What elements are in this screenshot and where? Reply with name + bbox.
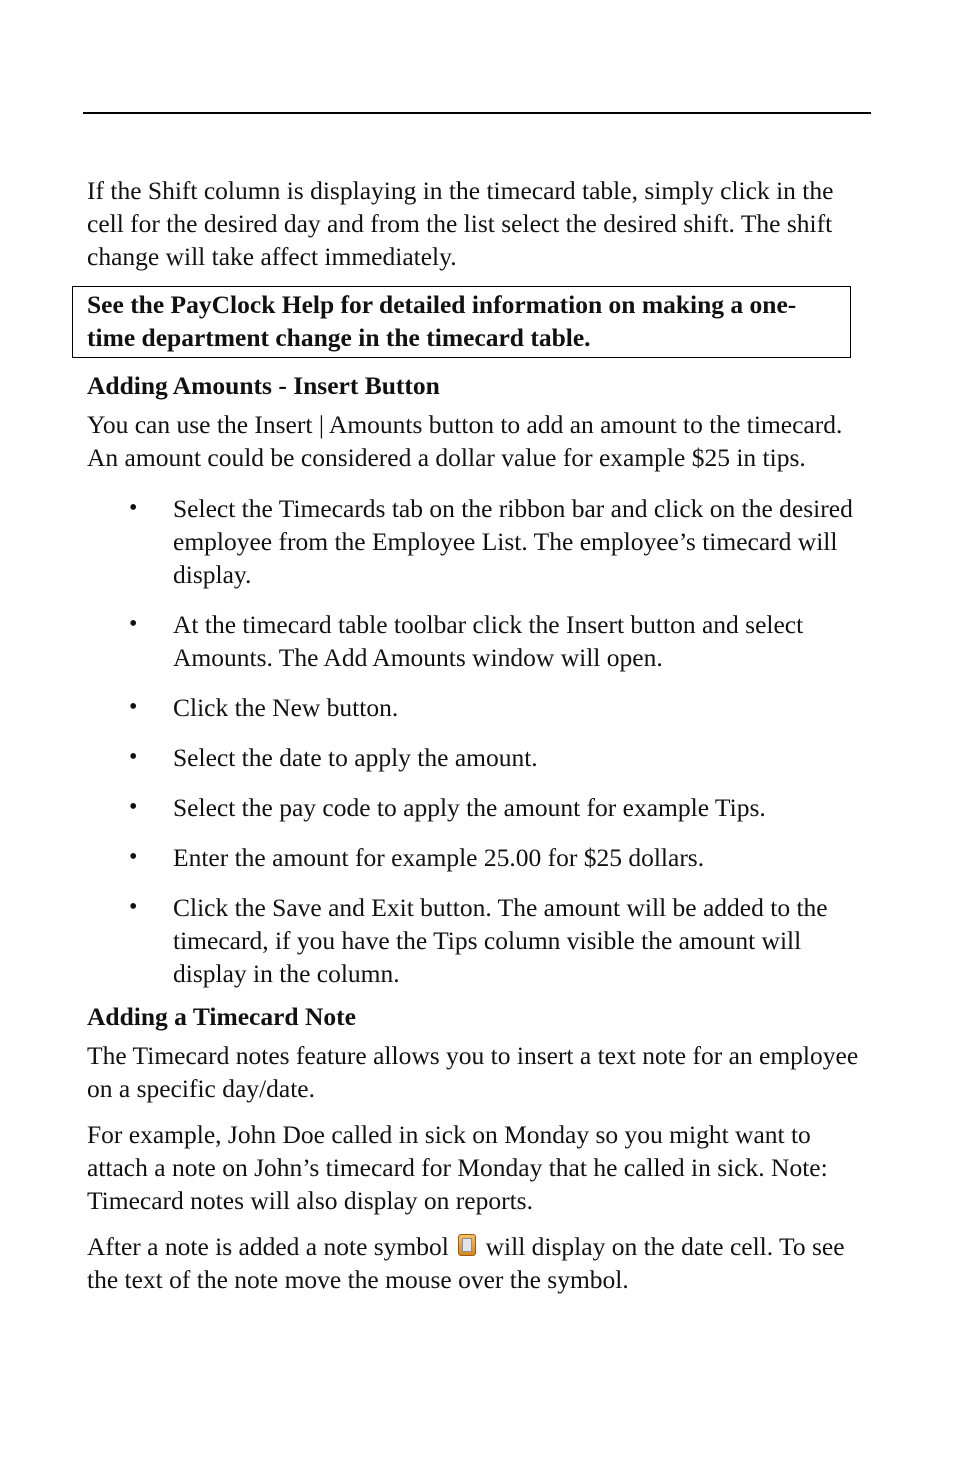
note-icon <box>458 1234 476 1256</box>
list-item: • Click the Save and Exit button. The amount will be added to the timecard, if you have the Tips column visible the amount will display in the column. <box>87 891 867 990</box>
note-paragraph-1: The Timecard notes feature allows you to insert a text note for an employee on a specific day/date. <box>87 1041 859 1103</box>
list-item: • Select the pay code to apply the amount for example Tips. <box>87 791 867 824</box>
note-paragraph-2: For example, John Doe called in sick on Monday so you might want to attach a note on John’s timecard for Monday that he called in sick. Note: Timecard notes will also display on reports. <box>87 1120 828 1215</box>
heading-adding-amounts: Adding Amounts - Insert Button <box>87 371 440 400</box>
list-item: • Click the New button. <box>87 691 867 724</box>
amounts-steps-list <box>87 492 867 990</box>
note-text-after-icon: will display on the date cell. To see the text of the note move the mouse over the symbol. <box>87 1232 845 1294</box>
note-paragraph-3 <box>87 1230 867 1296</box>
intro-paragraph: If the Shift column is displaying in the timecard table, simply click in the cell for the desired day and from the list select the desired shift. The shift change will take affect immediately. <box>87 176 834 271</box>
heading-timecard-note: Adding a Timecard Note <box>87 1002 356 1031</box>
list-item: • Enter the amount for example 25.00 for $25 dollars. <box>87 841 867 874</box>
list-item: • Select the date to apply the amount. <box>87 741 867 774</box>
help-note-box: See the PayClock Help for detailed information on making a one-time department change in the timecard table. <box>72 286 851 358</box>
note-text-before-icon: After a note is added a note symbol <box>87 1232 449 1261</box>
amounts-paragraph: You can use the Insert | Amounts button to add an amount to the timecard. An amount could be considered a dollar value for example $25 in tips. <box>87 410 843 472</box>
header-rule <box>83 112 871 114</box>
page-content <box>87 174 867 1309</box>
list-item: • At the timecard table toolbar click the Insert button and select Amounts. The Add Amounts window will open. <box>87 608 867 674</box>
list-item: • Select the Timecards tab on the ribbon bar and click on the desired employee from the Employee List. The employee’s timecard will display. <box>87 492 867 591</box>
